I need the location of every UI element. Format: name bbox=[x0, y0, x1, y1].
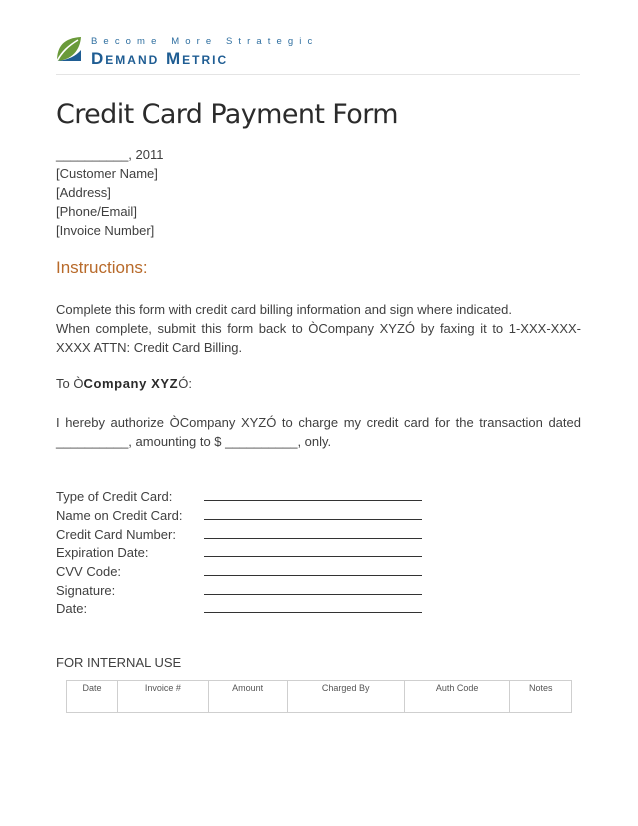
instructions-line-1: Complete this form with credit card billing information and sign where indicated. bbox=[56, 302, 512, 317]
field-line-card-number[interactable] bbox=[204, 538, 422, 539]
to-suffix: Ó: bbox=[178, 376, 192, 391]
phone-email-placeholder: [Phone/Email] bbox=[56, 204, 137, 219]
page-title: Credit Card Payment Form bbox=[56, 99, 398, 130]
field-line-signature[interactable] bbox=[204, 594, 422, 595]
instructions-line-2: When complete, submit this form back to ÒCompany XYZÓ by faxing it to 1-XXX-XXX-XXXX ATTN: Credit Card Billing. bbox=[56, 321, 581, 355]
tagline: Become More Strategic bbox=[91, 36, 319, 47]
date-line: __________, 2011 bbox=[56, 147, 164, 162]
field-label-name-on-card: Name on Credit Card: bbox=[56, 508, 183, 523]
leaf-logo-icon bbox=[56, 36, 82, 62]
to-prefix: To Ò bbox=[56, 376, 84, 391]
field-line-card-type[interactable] bbox=[204, 500, 422, 501]
column-invoice-number: Invoice # bbox=[118, 681, 209, 713]
field-line-cvv[interactable] bbox=[204, 575, 422, 576]
field-label-card-number: Credit Card Number: bbox=[56, 527, 176, 542]
internal-use-heading: FOR INTERNAL USE bbox=[56, 655, 182, 670]
column-auth-code: Auth Code bbox=[404, 681, 510, 713]
field-line-date[interactable] bbox=[204, 612, 422, 613]
field-label-signature: Signature: bbox=[56, 583, 116, 598]
field-label-cvv: CVV Code: bbox=[56, 564, 122, 579]
brand-name: Demand Metric bbox=[91, 49, 229, 68]
table-header-row bbox=[67, 681, 572, 713]
address-placeholder: [Address] bbox=[56, 185, 111, 200]
field-label-date: Date: bbox=[56, 601, 88, 616]
column-charged-by: Charged By bbox=[287, 681, 404, 713]
instructions-heading: Instructions: bbox=[56, 258, 148, 277]
column-amount: Amount bbox=[208, 681, 287, 713]
invoice-number-placeholder: [Invoice Number] bbox=[56, 223, 155, 238]
company-name: Company XYZ bbox=[83, 376, 179, 391]
field-label-expiration-date: Expiration Date: bbox=[56, 545, 149, 560]
header-divider bbox=[56, 74, 580, 75]
demand-metric-logo bbox=[56, 36, 319, 68]
column-notes: Notes bbox=[510, 681, 572, 713]
to-line bbox=[56, 376, 192, 391]
field-label-card-type: Type of Credit Card: bbox=[56, 489, 173, 504]
internal-use-table bbox=[66, 680, 572, 713]
authorization-text: I hereby authorize ÒCompany XYZÓ to charge my credit card for the transaction dated __________, amounting to $ __________, only. bbox=[56, 415, 581, 449]
field-line-name-on-card[interactable] bbox=[204, 519, 422, 520]
customer-name-placeholder: [Customer Name] bbox=[56, 166, 158, 181]
column-date: Date bbox=[67, 681, 118, 713]
field-line-expiration-date[interactable] bbox=[204, 556, 422, 557]
